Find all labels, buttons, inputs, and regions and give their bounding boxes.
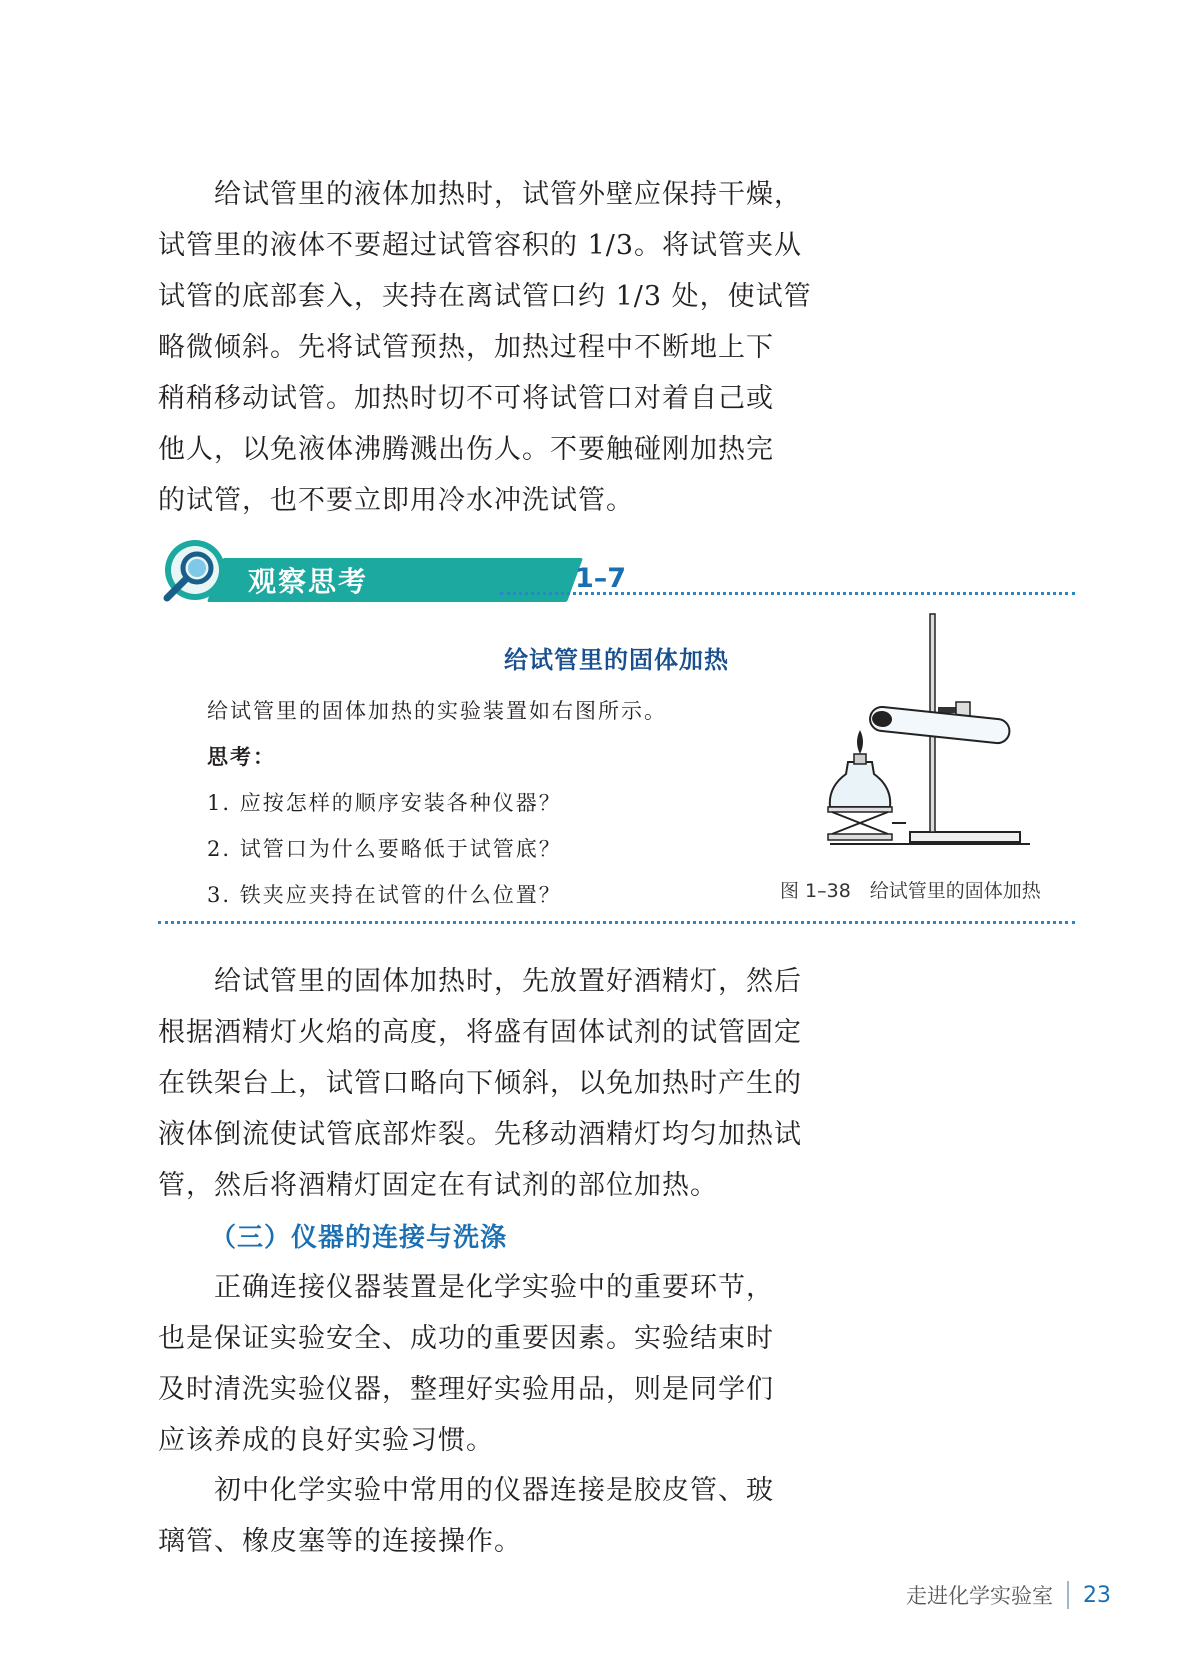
text-line: 试管的底部套入，夹持在离试管口约 1/3 处，使试管 xyxy=(158,281,812,312)
page-footer xyxy=(906,1580,1111,1610)
box-label: 观察思考 xyxy=(248,565,369,598)
text-line: 应该养成的良好实验习惯。 xyxy=(158,1425,494,1456)
paragraph-liquid-heating xyxy=(158,169,812,526)
text-line: 及时清洗实验仪器，整理好实验用品，则是同学们 xyxy=(158,1374,774,1405)
footer-separator xyxy=(1067,1581,1069,1609)
box-intro: 给试管里的固体加热的实验装置如右图所示。 xyxy=(207,699,667,723)
text-line: 根据酒精灯火焰的高度，将盛有固体试剂的试管固定 xyxy=(158,1017,802,1048)
observe-think-header xyxy=(155,538,1075,608)
box-subtitle: 给试管里的固体加热 xyxy=(504,646,729,674)
text-line: 给试管里的液体加热时，试管外壁应保持干燥， xyxy=(214,179,802,210)
text-line: 液体倒流使试管底部炸裂。先移动酒精灯均匀加热试 xyxy=(158,1119,802,1150)
text-line: 试管里的液体不要超过试管容积的 1/3。将试管夹从 xyxy=(158,230,803,261)
paragraph-connection xyxy=(158,1262,778,1466)
text-line: 管，然后将酒精灯固定在有试剂的部位加热。 xyxy=(158,1170,718,1201)
paragraph-solid-heating xyxy=(158,956,802,1211)
text-line: 正确连接仪器装置是化学实验中的重要环节， xyxy=(214,1272,774,1303)
page-number: 23 xyxy=(1083,1582,1111,1608)
text-line: 他人，以免液体沸腾溅出伤人。不要触碰刚加热完 xyxy=(158,434,774,465)
question-item: 2. 试管口为什么要略低于试管底？ xyxy=(207,837,562,861)
think-label: 思考： xyxy=(207,745,276,769)
text-line: 稍稍移动试管。加热时切不可将试管口对着自己或 xyxy=(158,383,774,414)
paragraph-common-connections xyxy=(158,1465,778,1567)
text-line: 初中化学实验中常用的仪器连接是胶皮管、玻 xyxy=(214,1475,774,1506)
chapter-title: 走进化学实验室 xyxy=(906,1584,1053,1608)
divider-bottom xyxy=(158,921,1075,924)
text-line: 在铁架台上，试管口略向下倾斜，以免加热时产生的 xyxy=(158,1068,802,1099)
text-line: 给试管里的固体加热时，先放置好酒精灯，然后 xyxy=(214,966,802,997)
figure-caption: 图 1–38 给试管里的固体加热 xyxy=(780,880,1041,902)
text-line: 的试管，也不要立即用冷水冲洗试管。 xyxy=(158,485,634,516)
question-item: 3. 铁夹应夹持在试管的什么位置？ xyxy=(207,883,562,907)
apparatus-illustration xyxy=(810,612,1050,862)
text-line: 也是保证实验安全、成功的重要因素。实验结束时 xyxy=(158,1323,774,1354)
magnifier-icon xyxy=(155,538,227,610)
section-heading: （三）仪器的连接与洗涤 xyxy=(210,1223,508,1253)
question-item: 1. 应按怎样的顺序安装各种仪器？ xyxy=(207,791,562,815)
divider-top xyxy=(500,592,1075,595)
box-body xyxy=(207,688,667,918)
box-number: 1–7 xyxy=(575,563,627,594)
text-line: 略微倾斜。先将试管预热，加热过程中不断地上下 xyxy=(158,332,774,363)
text-line: 璃管、橡皮塞等的连接操作。 xyxy=(158,1526,522,1557)
